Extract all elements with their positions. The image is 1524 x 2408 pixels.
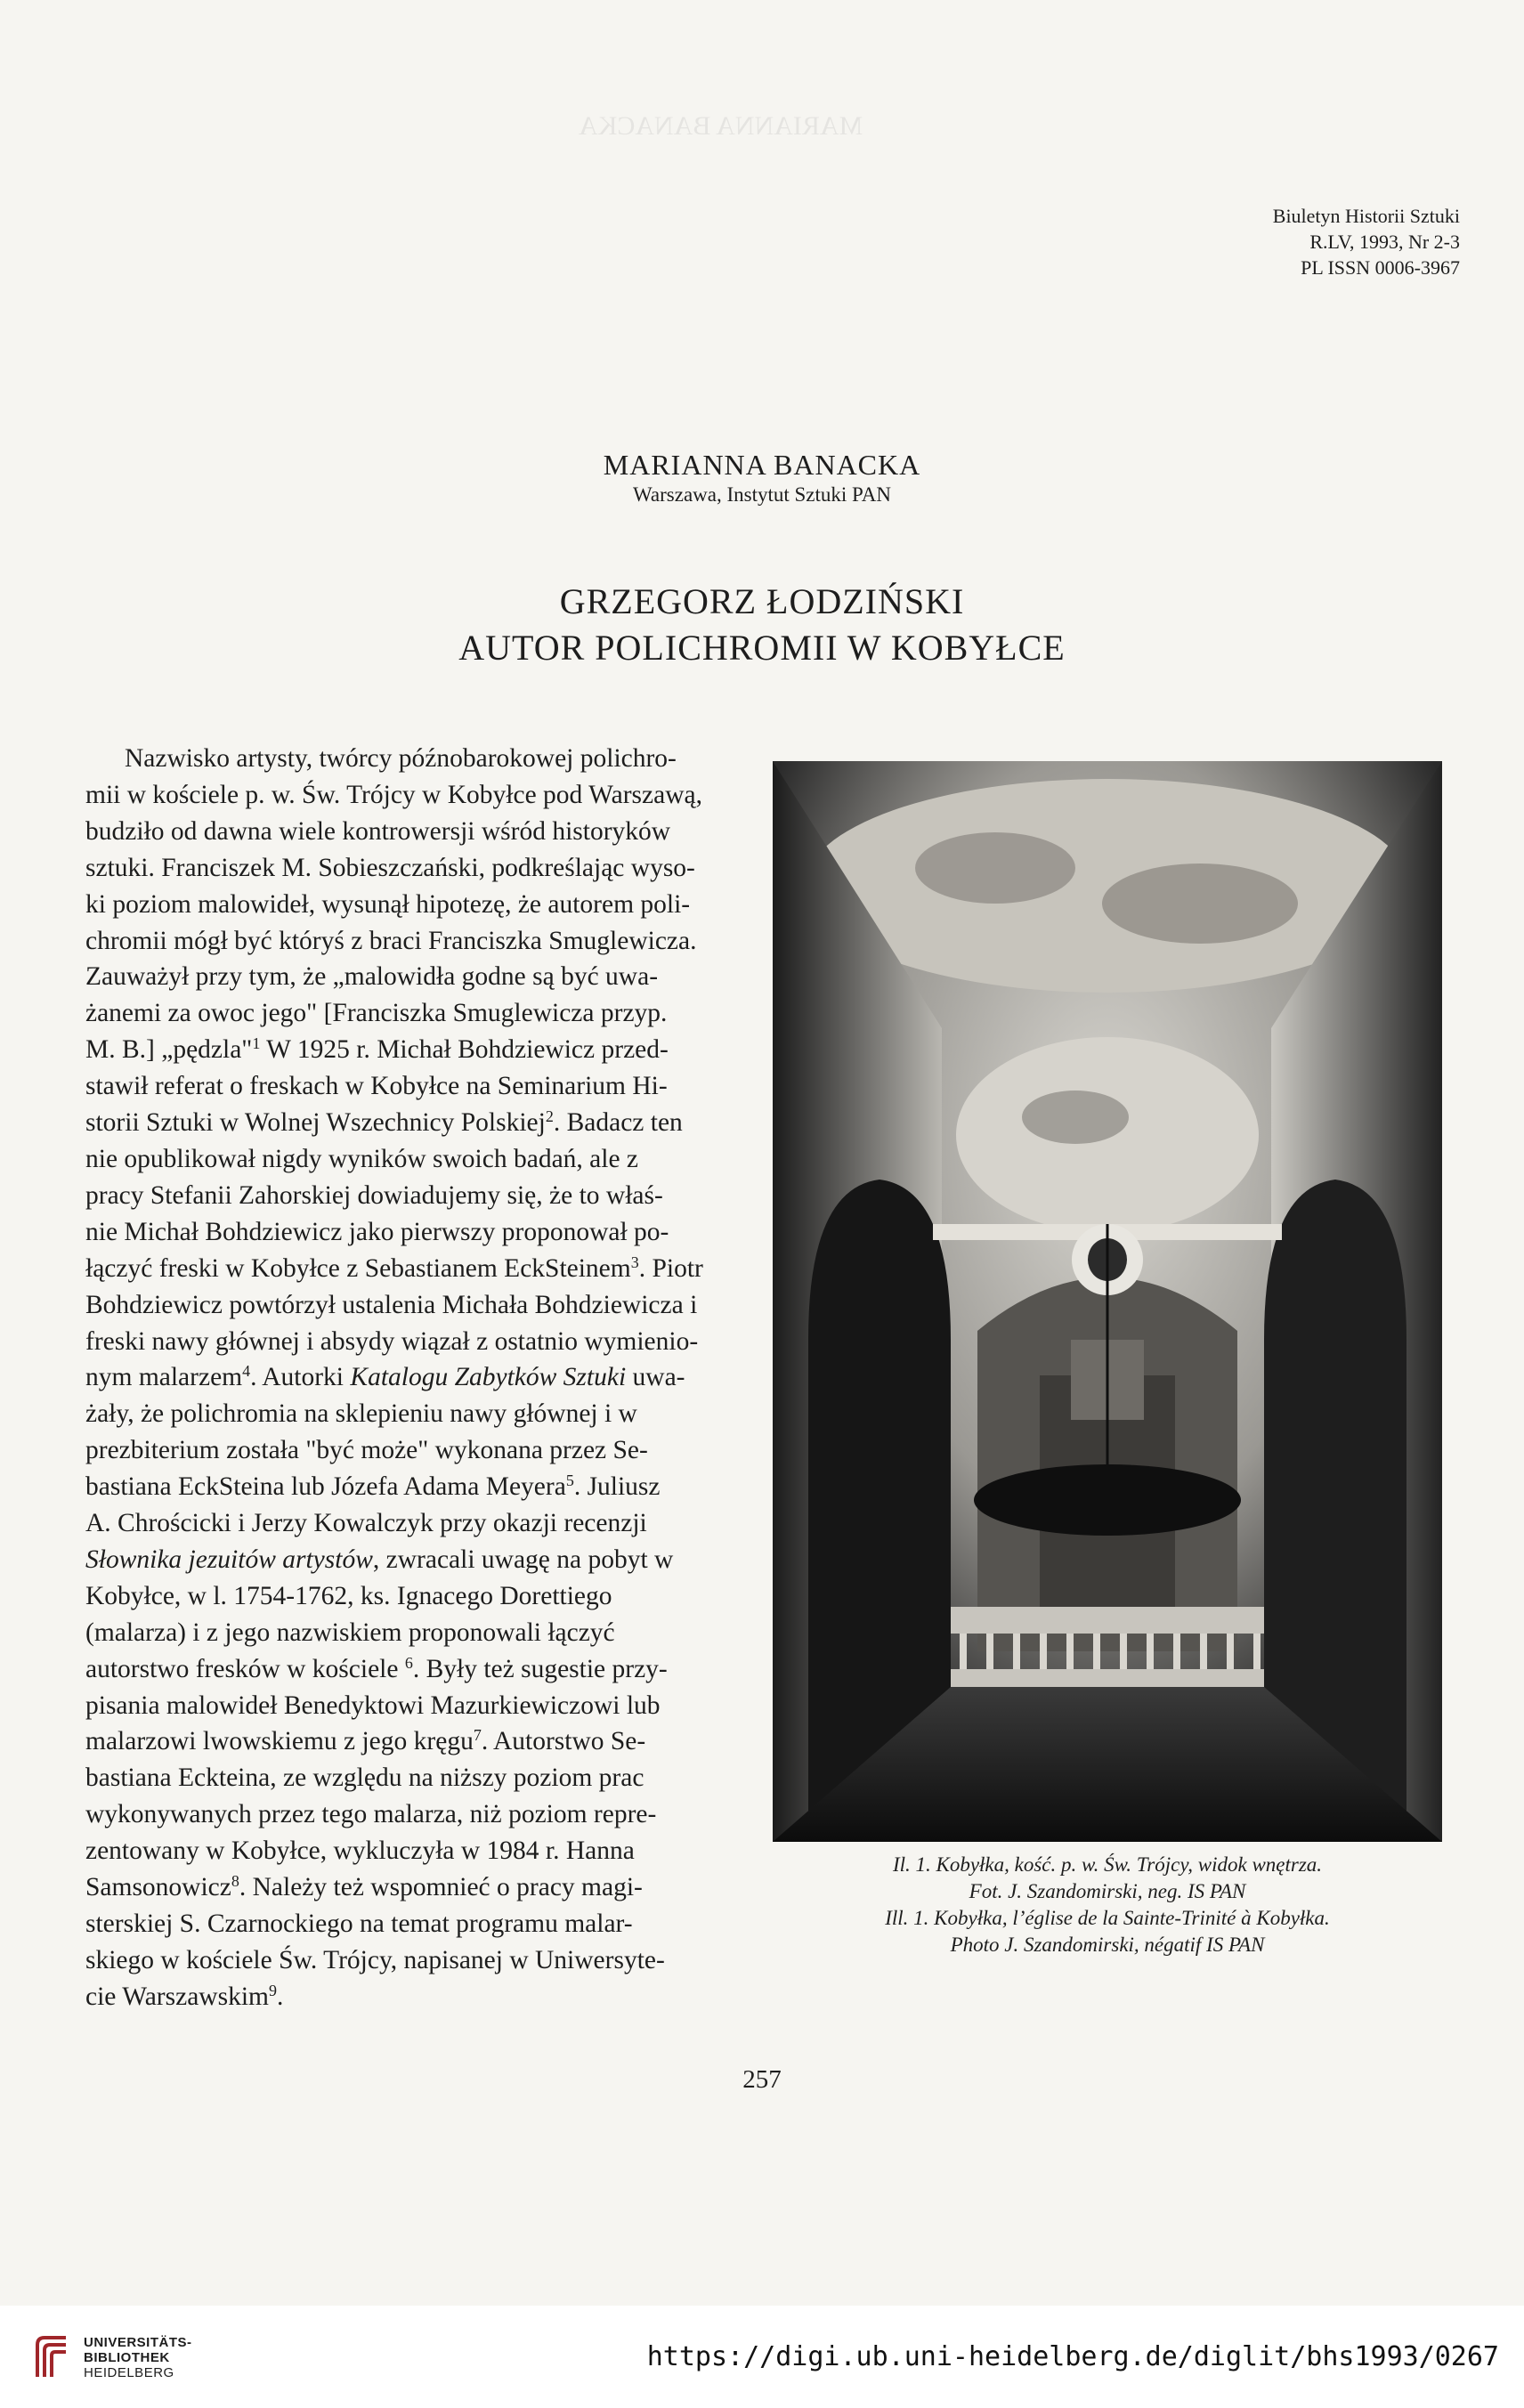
footnote-ref: 4 [242,1362,251,1381]
body-line: sztuki. Franciszek M. Sobieszczański, podkreślając wyso- [85,853,695,882]
italic-title: Słownika jezuitów artystów [85,1545,373,1574]
body-line: pisania malowideł Benedyktowi Mazurkiewiczowi lub [85,1690,661,1720]
body-text [85,741,741,2015]
body-line: prezbiterium została "być może" wykonana przez Se- [85,1436,648,1465]
body-line: M. B.] „pędzla"$^1$ W 1925 r. Michał Bohdziewicz przed- [85,1034,669,1065]
body-line: łączyć freski w Kobyłce z Sebastianem EckSteinem$^3$. Piotr [85,1253,703,1283]
body-line: zentowany w Kobyłce, wykluczyła w 1984 r. Hanna [85,1836,635,1866]
body-line: Zauważył przy tym, że „malowidła godne są być uwa- [85,962,659,992]
library-name: UNIVERSITÄTS- BIBLIOTHEK HEIDELBERG [84,2334,192,2380]
permalink[interactable] [647,2341,1499,2372]
photo-illustration [773,761,1442,1842]
journal-name: Biuletyn Historii Sztuki [1272,205,1460,227]
body-line: Słownika jezuitów artystów, zwracali uwagę na pobyt w [85,1545,674,1574]
title-line-1: GRZEGORZ ŁODZIŃSKI [559,581,965,621]
library-emblem-icon [32,2332,71,2382]
journal-info [1273,203,1460,280]
show-through-header: MARIANNA BANACKA [579,111,863,141]
italic-title: Katalogu Zabytków Sztuki [350,1363,627,1392]
caption-line-3: Ill. 1. Kobyłka, l’église de la Sainte-Trinité à Kobyłka. [885,1907,1330,1929]
footnote-ref: 6 [404,1653,413,1672]
body-line: żały, że polichromia na sklepieniu nawy głównej i w [85,1399,637,1429]
body-line: Samsonowicz$^8$. Należy też wspomnieć o pracy magi- [85,1872,643,1902]
body-line: storii Sztuki w Wolnej Wszechnicy Polskiej$^2$. Badacz ten [85,1107,683,1138]
journal-volume: R.LV, 1993, Nr 2-3 [1309,231,1460,253]
footnote-ref: 9 [268,1981,277,1999]
permalink-text[interactable]: https://digi.ub.uni-heidelberg.de/diglit/bhs1993/0267 [646,2341,1499,2372]
body-line: nie Michał Bohdziewicz jako pierwszy proponował po- [85,1217,669,1246]
body-line: budziło od dawna wiele kontrowersji wśród historyków [85,816,671,846]
body-line: ki poziom malowideł, wysunął hipotezę, że autorem poli- [85,889,691,919]
footnote-ref: 5 [565,1472,574,1490]
author-block [0,448,1524,508]
body-line: (malarza) i z jego nazwiskiem proponowali łączyć [85,1617,615,1647]
body-line: pracy Stefanii Zahorskiej dowiadujemy się, że to właś- [85,1180,663,1210]
body-line: cie Warszawskim$^9$. [85,1981,284,2011]
body-line: Bohdziewicz powtórzył ustalenia Michała Bohdziewicza i [85,1290,698,1319]
caption-line-2: Fot. J. Szandomirski, neg. IS PAN [969,1880,1246,1902]
body-line: bastiana EckSteina lub Józefa Adama Meyera$^5$. Juliusz [85,1472,661,1502]
body-line: chromii mógł być któryś z braci Franciszka Smuglewicza. [85,926,697,955]
body-line: Kobyłce, w l. 1754-1762, ks. Ignacego Dorettiego [85,1581,612,1610]
author-affiliation: Warszawa, Instytut Sztuki PAN [633,483,891,506]
body-line: stawił referat o freskach w Kobyłce na Seminarium Hi- [85,1072,668,1101]
article-title [0,579,1524,671]
figure-caption [773,1852,1442,1958]
body-line: freski nawy głównej i absydy wiązał z ostatnio wymienio- [85,1326,699,1356]
body-line: nym malarzem$^4$. Autorki Katalogu Zabytków Sztuki uwa- [85,1362,685,1392]
body-line: nie opublikował nigdy wyników swoich badań, ale z [85,1144,639,1173]
footnote-ref: 2 [545,1107,554,1126]
caption-line-4: Photo J. Szandomirski, négatif IS PAN [950,1934,1265,1956]
footnote-ref: 8 [231,1872,239,1891]
body-line: A. Chrościcki i Jerzy Kowalczyk przy okazji recenzji [85,1509,647,1538]
caption-line-1: Il. 1. Kobyłka, kość. p. w. Św. Trójcy, widok wnętrza. [892,1853,1323,1876]
body-line: bastiana Eckteina, ze względu na niższy poziom prac [85,1763,644,1793]
body-line: malarzowi lwowskiemu z jego kręgu$^7$. Autorstwo Se- [85,1726,646,1756]
body-line: mii w kościele p. w. Św. Trójcy w Kobyłce pod Warszawą, [85,780,702,809]
journal-issn: PL ISSN 0006-3967 [1301,256,1460,279]
footnote-ref: 1 [252,1034,261,1053]
body-line: żanemi za owoc jego" [Franciszka Smuglewicza przyp. [85,999,668,1028]
footnote-ref: 3 [630,1253,639,1271]
author-name: MARIANNA BANACKA [603,449,921,481]
library-logo[interactable] [32,2332,192,2382]
body-line: autorstwo fresków w kościele $^6$. Były też sugestie przy- [85,1653,668,1683]
body-line: skiego w kościele Św. Trójcy, napisanej w Uniwersyte- [85,1945,665,1974]
body-line: sterskiej S. Czarnockiego na temat programu malar- [85,1909,633,1938]
footnote-ref: 7 [473,1726,482,1745]
body-line: Nazwisko artysty, twórcy późnobarokowej polichro- [125,744,677,773]
body-line: wykonywanych przez tego malarza, niż poziom repre- [85,1800,657,1829]
church-interior-photo [773,761,1442,1842]
title-line-2: AUTOR POLICHROMII W KOBYŁCE [458,628,1066,668]
page-number: 257 [742,2065,782,2094]
